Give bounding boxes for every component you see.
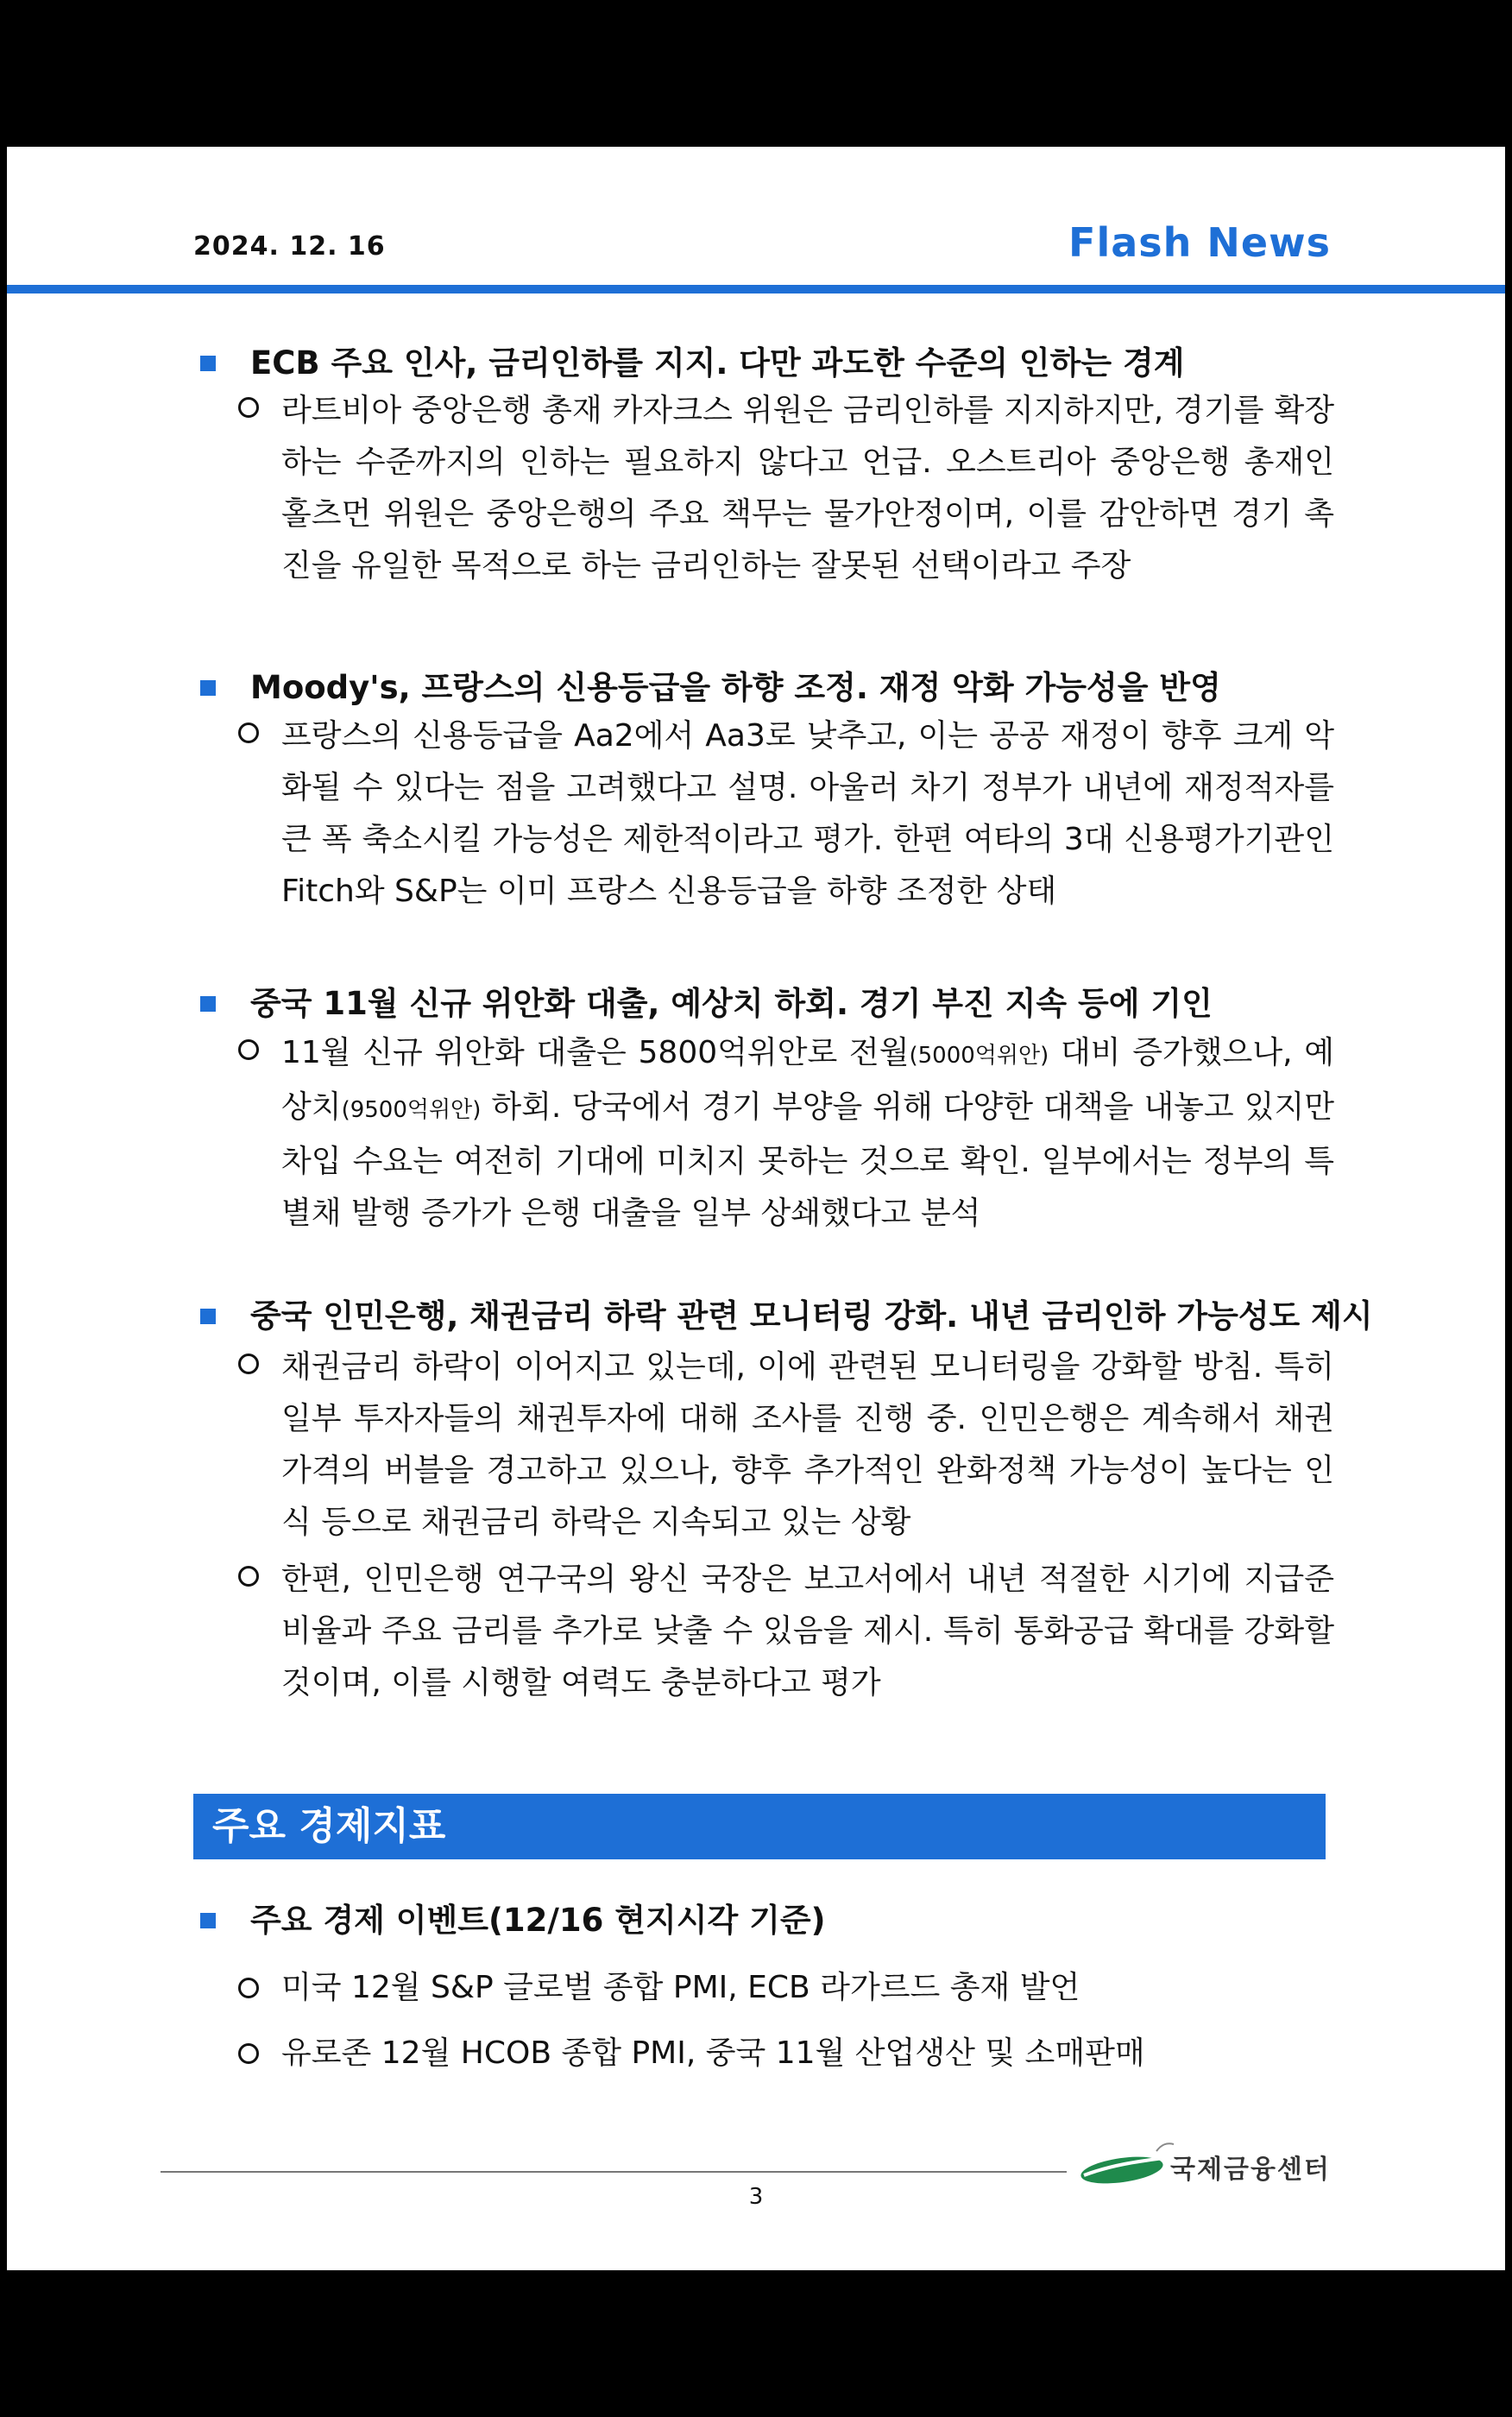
paragraph-segment: 대비 증가했으나, 예상치 xyxy=(281,1035,1334,1125)
section-header-indicators xyxy=(193,1794,1326,1859)
article-paragraph xyxy=(238,1341,1334,1549)
event-item xyxy=(238,2032,1145,2075)
footer-rule xyxy=(161,2171,1067,2173)
page-number: 3 xyxy=(748,2184,764,2210)
square-bullet-icon xyxy=(200,1309,216,1324)
circle-bullet-icon xyxy=(238,2043,259,2064)
circle-bullet-icon xyxy=(238,1566,259,1587)
paragraph-text: 한편, 인민은행 연구국의 왕신 국장은 보고서에서 내년 적절한 시기에 지급준비율과 주요 금리를 추가로 낮출 수 있음을 제시. 특히 통화공급 확대를 강화할 것이며, 이를 시행할 여력도 충분하다고 평가 xyxy=(281,1562,1334,1701)
article-paragraph xyxy=(238,1027,1334,1240)
circle-bullet-icon xyxy=(238,1354,259,1374)
paragraph-text xyxy=(238,1027,1334,1240)
paragraph-note: (5000억위안) xyxy=(909,1043,1049,1069)
circle-bullet-icon xyxy=(238,397,259,418)
circle-bullet-icon xyxy=(238,1978,259,1998)
article-heading-china-loans xyxy=(205,982,1213,1025)
circle-bullet-icon xyxy=(238,1039,259,1060)
square-bullet-icon xyxy=(200,1913,216,1928)
heading-text: Moody's, 프랑스의 신용등급을 하향 조정. 재정 악화 가능성을 반영 xyxy=(250,669,1221,706)
paragraph-text: 라트비아 중앙은행 총재 카자크스 위원은 금리인하를 지지하지만, 경기를 확장하는 수준까지의 인하는 필요하지 않다고 언급. 오스트리아 중앙은행 총재인 홀츠먼 위원은 중앙은행의 주요 책무는 물가안정이며, 이를 감안하면 경기 촉진을 유일한 목적으로 하는 금리인하는 잘못된 선택이라고 주장 xyxy=(281,393,1334,584)
article-paragraph xyxy=(238,1554,1334,1709)
paragraph-segment: 11월 신규 위안화 대출은 5800억위안로 전월 xyxy=(281,1035,910,1070)
event-text: 미국 12월 S&P 글로벌 종합 PMI, ECB 라가르드 총재 발언 xyxy=(281,1970,1080,2005)
square-bullet-icon xyxy=(200,996,216,1012)
heading-text: 중국 11월 신규 위안화 대출, 예상치 하회. 경기 부진 지속 등에 기인 xyxy=(250,985,1213,1022)
paragraph-note: (9500억위안) xyxy=(341,1097,482,1123)
article-heading-ecb xyxy=(205,342,1184,385)
event-text: 유로존 12월 HCOB 종합 PMI, 중국 11월 산업생산 및 소매판매 xyxy=(281,2035,1145,2071)
section-title: 주요 경제지표 xyxy=(212,1804,446,1848)
paragraph-segment: 하회. 당국에서 경기 부양을 위해 다양한 대책을 내놓고 있지만 차입 수요는 여전히 기대에 미치지 못하는 것으로 확인. 일부에서는 정부의 특별채 발행 증가가 은행 대출을 일부 상쇄했다고 분석 xyxy=(281,1089,1334,1231)
article-heading-moodys xyxy=(205,666,1221,710)
square-bullet-icon xyxy=(200,356,216,371)
report-date: 2024. 12. 16 xyxy=(193,231,386,262)
circle-bullet-icon xyxy=(238,723,259,743)
org-name: 국제금융센터 xyxy=(1170,2155,1331,2185)
paragraph-text: 채권금리 하락이 이어지고 있는데, 이에 관련된 모니터링을 강화할 방침. 특히 일부 투자자들의 채권투자에 대해 조사를 진행 중. 인민은행은 계속해서 채권가격의 버블을 경고하고 있으나, 향후 추가적인 완화정책 가능성이 높다는 인식 등으로 채권금리 하락은 지속되고 있는 상황 xyxy=(281,1349,1334,1540)
article-heading-pboc xyxy=(205,1295,1373,1338)
heading-text: 중국 인민은행, 채권금리 하락 관련 모니터링 강화. 내년 금리인하 가능성도 제시 xyxy=(250,1297,1373,1335)
events-heading xyxy=(205,1899,825,1942)
event-item xyxy=(238,1966,1080,2010)
heading-text: 주요 경제 이벤트(12/16 현지시각 기준) xyxy=(250,1902,826,1939)
paragraph-text: 프랑스의 신용등급을 Aa2에서 Aa3로 낮추고, 이는 공공 재정이 향후 크게 악화될 수 있다는 점을 고려했다고 설명. 아울러 차기 정부가 내년에 재정적자를 큰 폭 축소시킬 가능성은 제한적이라고 평가. 한편 여타의 3대 신용평가기관인 Fitch와 S&P는 이미 프랑스 신용등급을 하향 조정한 상태 xyxy=(281,718,1334,909)
article-paragraph xyxy=(238,385,1334,592)
article-paragraph xyxy=(238,710,1334,918)
square-bullet-icon xyxy=(200,680,216,696)
document-page xyxy=(7,147,1505,2270)
heading-text: ECB 주요 인사, 금리인하를 지지. 다만 과도한 수준의 인하는 경계 xyxy=(250,344,1185,382)
header-rule xyxy=(7,285,1505,293)
brand-title: Flash News xyxy=(1068,219,1331,266)
